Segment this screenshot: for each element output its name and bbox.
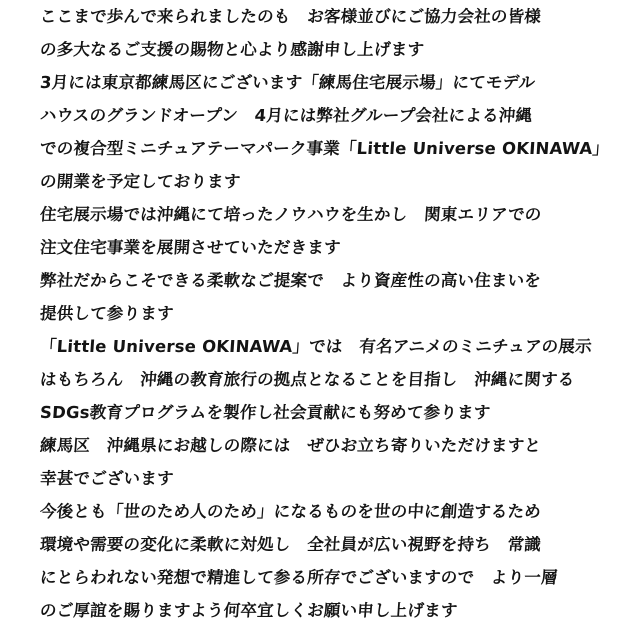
letter-line-1: ここまで歩んで来られましたのも お客様並びにご協力会社の皆様 <box>39 7 542 26</box>
letter-line-12: はもちろん 沖縄の教育旅行の拠点となることを目指し 沖縄に関する <box>39 370 576 389</box>
letter-line-5: での複合型ミニチュアテーマパーク事業「Little Universe OKINAWA」 <box>39 139 610 158</box>
letter-line-4: ハウスのグランドオープン 4月には弊社グループ会社による沖縄 <box>39 106 533 125</box>
letter-line-8: 注文住宅事業を展開させていただきます <box>39 238 342 257</box>
letter-line-19: のご厚誼を賜りますよう何卒宜しくお願い申し上げます <box>39 601 459 620</box>
letter-line-3: 3月には東京都練馬区にございます「練馬住宅展示場」にてモデル <box>39 73 536 92</box>
letter-line-18: にとらわれない発想で精進して参る所存でございますので より一層 <box>39 568 559 587</box>
letter-line-9: 弊社だからこそできる柔軟なご提案で より資産性の高い住まいを <box>39 271 542 290</box>
letter-line-15: 幸甚でございます <box>39 469 175 488</box>
letter-line-13: SDGs教育プログラムを製作し社会貢献にも努めて参ります <box>39 403 492 422</box>
letter-line-10: 提供して参ります <box>39 304 175 323</box>
letter-body <box>40 0 630 627</box>
letter-line-17: 環境や需要の変化に柔軟に対処し 全社員が広い視野を持ち 常識 <box>39 535 542 554</box>
letter-line-11: 「Little Universe OKINAWA」では 有名アニメのミニチュアの展示 <box>39 337 593 356</box>
letter-line-7: 住宅展示場では沖縄にて培ったノウハウを生かし 関東エリアでの <box>39 205 543 224</box>
letter-line-2: の多大なるご支援の賜物と心より感謝申し上げます <box>39 40 425 59</box>
letter-line-6: の開業を予定しております <box>39 172 242 191</box>
letter-line-14: 練馬区 沖縄県にお越しの際には ぜひお立ち寄りいただけますと <box>39 436 542 455</box>
letter-line-16: 今後とも「世のため人のため」になるものを世の中に創造するため <box>39 502 542 521</box>
